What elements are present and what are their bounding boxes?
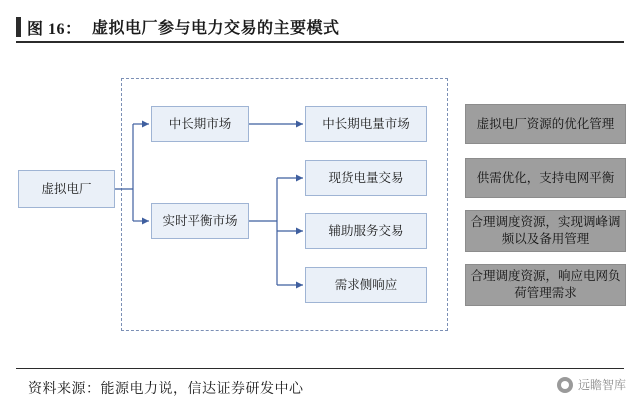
node-mid-long-term-energy-market[interactable]: 中长期电量市场: [305, 106, 427, 142]
footer-divider: [16, 368, 624, 369]
watermark-logo-icon: [557, 377, 573, 393]
figure-title: 虚拟电厂参与电力交易的主要模式: [92, 20, 340, 37]
source-note: 资料来源：能源电力说，信达证券研发中心: [28, 382, 304, 397]
node-virtual-power-plant[interactable]: 虚拟电厂: [18, 170, 115, 208]
node-mid-long-term-market[interactable]: 中长期市场: [151, 106, 249, 142]
note-resource-optimization: 虚拟电厂资源的优化管理: [465, 104, 626, 144]
watermark: [557, 376, 626, 393]
diagram-canvas: [0, 46, 640, 366]
watermark-label: 远瞻智库: [577, 378, 626, 392]
note-supply-demand-optimization: 供需优化，支持电网平衡: [465, 158, 626, 198]
header-accent-bar: [16, 17, 21, 37]
figure-label: 图 16：: [27, 21, 82, 38]
node-spot-energy-trade[interactable]: 现货电量交易: [305, 160, 427, 196]
note-load-management: 合理调度资源，响应电网负荷管理需求: [465, 264, 626, 306]
node-realtime-balance-market[interactable]: 实时平衡市场: [151, 203, 249, 239]
note-peak-frequency-reserve: 合理调度资源，实现调峰调频以及备用管理: [465, 210, 626, 252]
header-divider: [16, 41, 624, 43]
node-demand-response[interactable]: 需求侧响应: [305, 267, 427, 303]
node-ancillary-service-trade[interactable]: 辅助服务交易: [305, 213, 427, 249]
